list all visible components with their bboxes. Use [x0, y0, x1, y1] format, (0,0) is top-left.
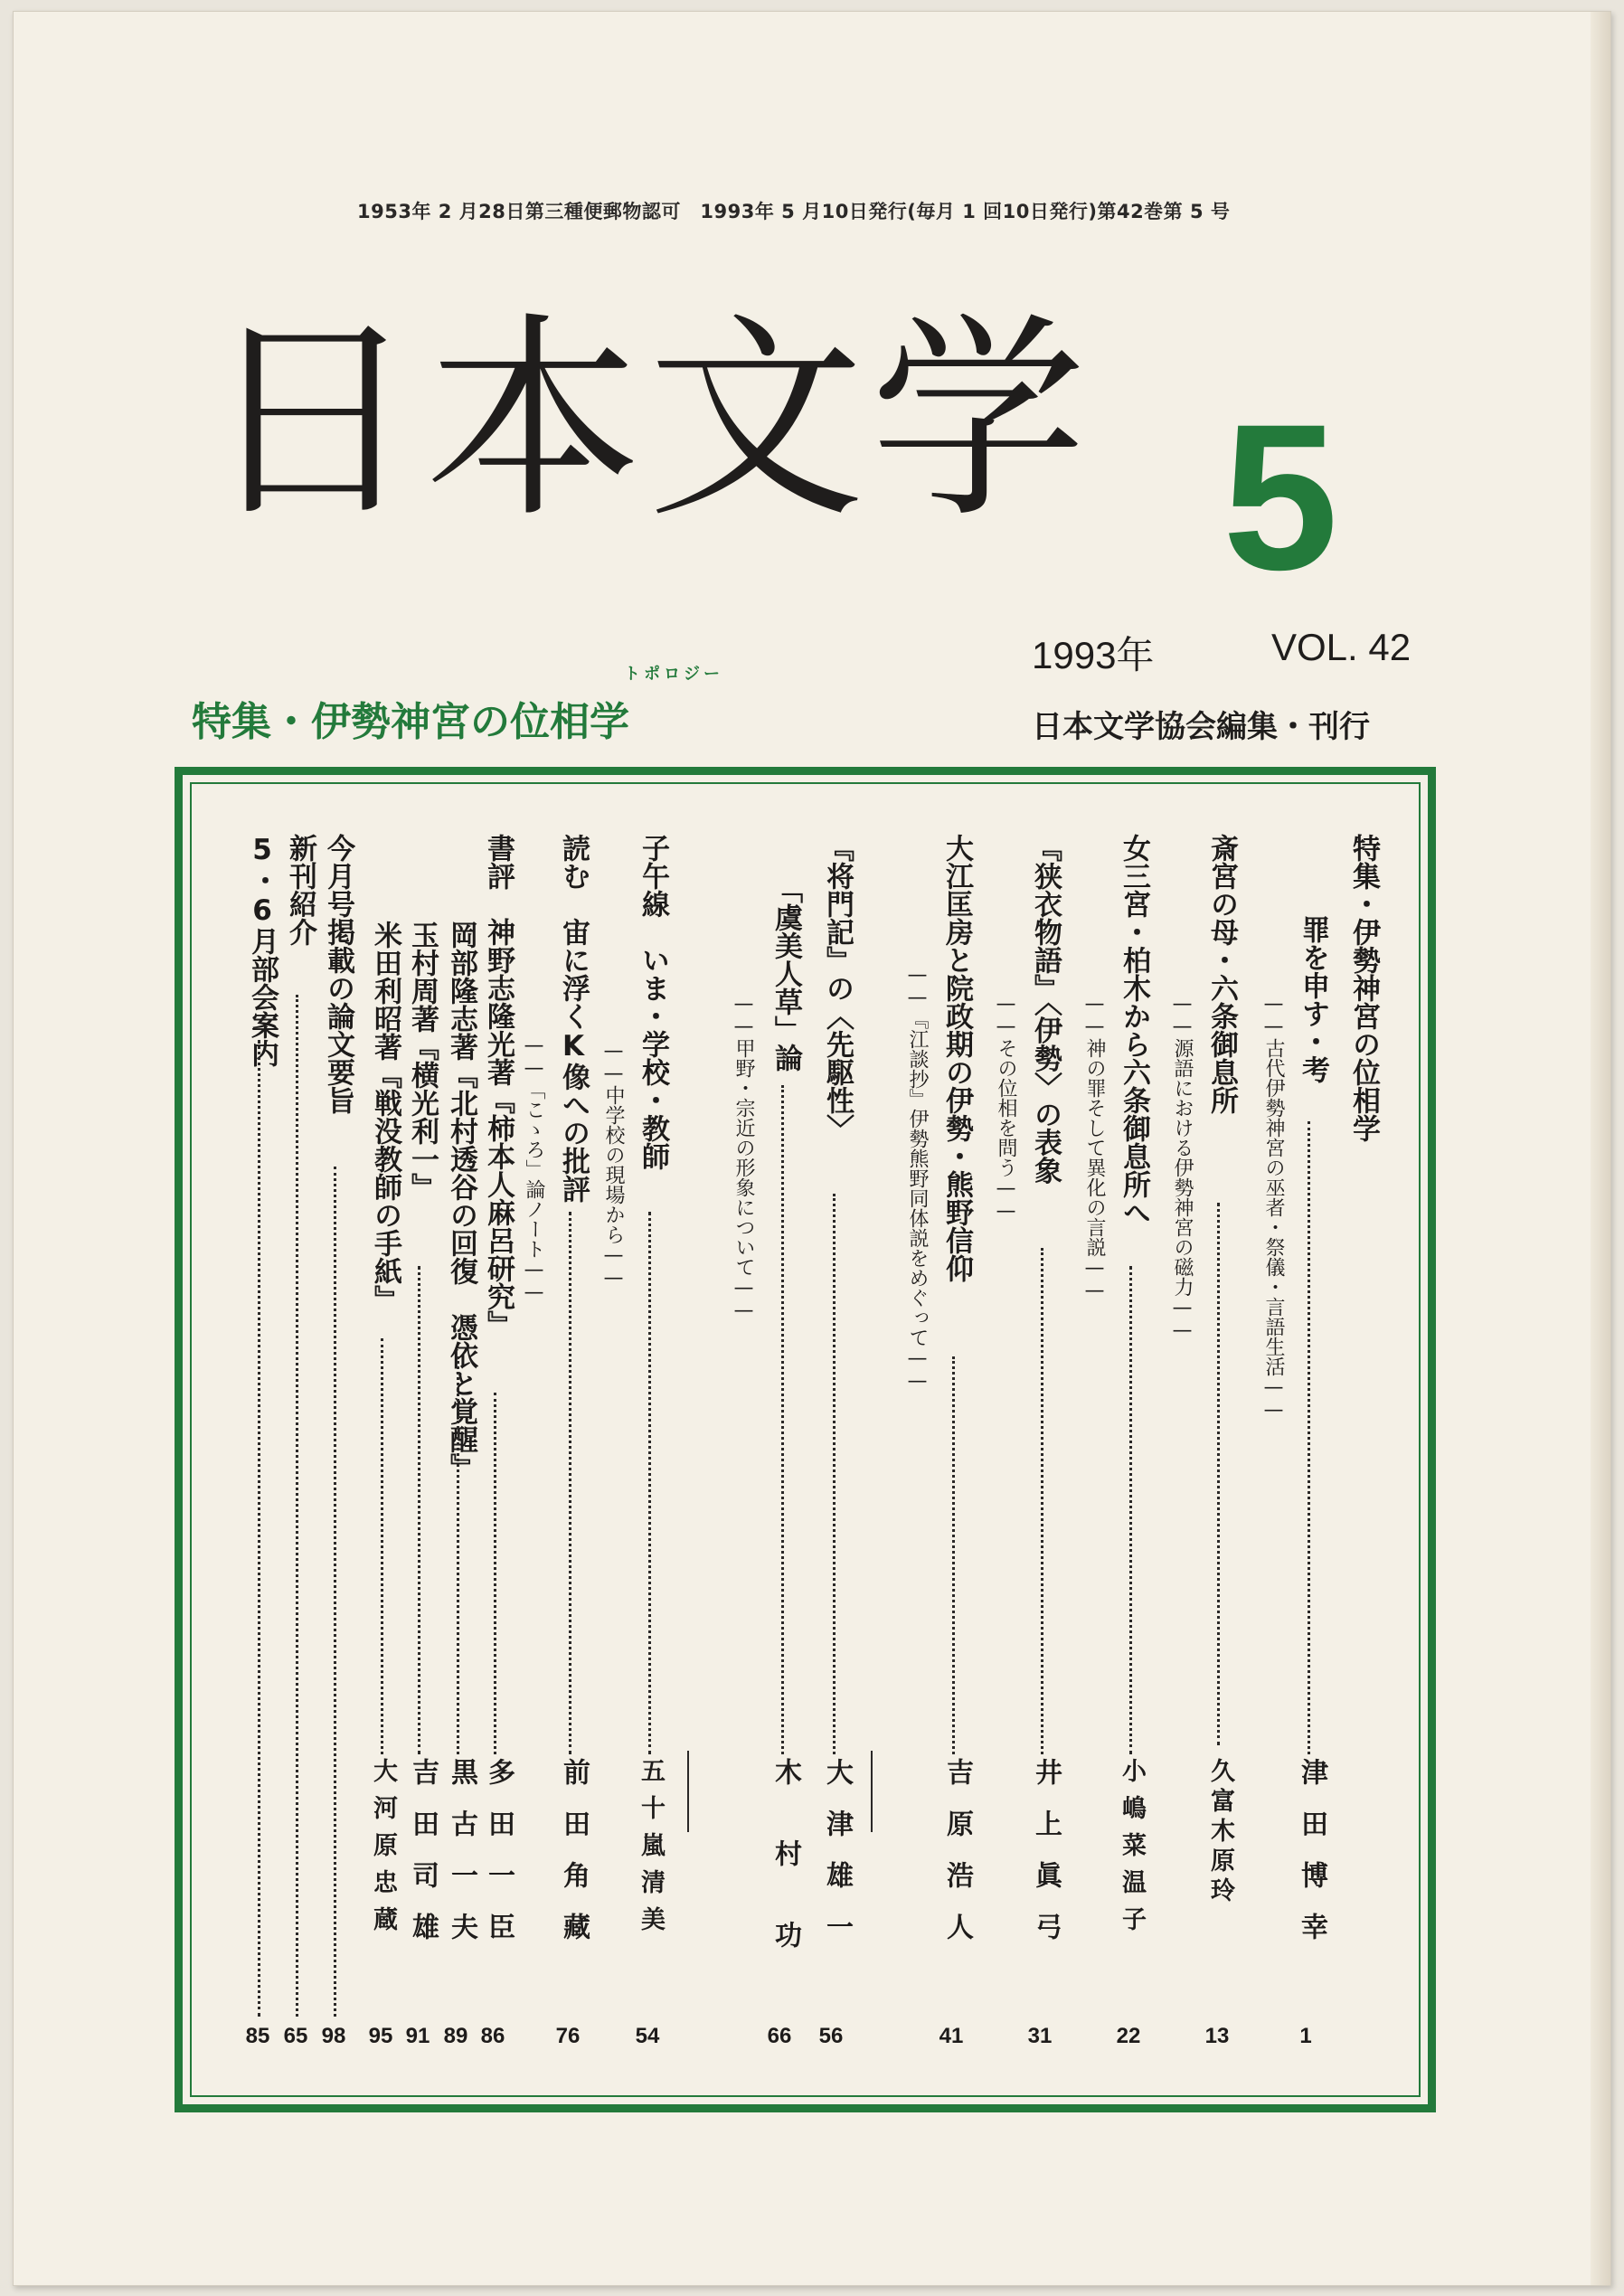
- toc-author: 小嶋菜温子: [1118, 1758, 1146, 1943]
- toc-page-number: 54: [635, 2024, 660, 2048]
- feature-title: 特集・伊勢神宮の位相学: [192, 699, 629, 745]
- toc-entry-title: 玉村周著『横光利一』: [406, 921, 439, 1201]
- publication-year: 1993年: [1032, 634, 1155, 676]
- toc-page-number: 13: [1204, 2024, 1230, 2048]
- toc-entry-title: 『狭衣物語』〈伊勢〉の表象: [1029, 834, 1062, 1185]
- dot-leader: [1308, 1121, 1310, 1754]
- toc-author: 津田博幸: [1296, 1758, 1327, 1964]
- toc-entry-subtitle: ——神の罪そして異化の言説——: [1083, 993, 1106, 1302]
- toc-entry-title: 岡部隆志著『北村透谷の回復 憑依と覚醒』: [445, 921, 477, 1481]
- toc-entry-title: 5・6月部会案内: [246, 834, 279, 1067]
- dot-leader: [1217, 1203, 1220, 1745]
- toc-author: 大河原忠蔵: [369, 1758, 397, 1943]
- dot-leader: [781, 1085, 784, 1754]
- dot-leader: [418, 1266, 420, 1754]
- toc-author: 多田一臣: [483, 1758, 515, 1964]
- toc-page-number: 76: [555, 2024, 581, 2048]
- dot-leader: [1129, 1266, 1132, 1754]
- dot-leader: [569, 1212, 571, 1754]
- toc-entry-title: 米田利昭著『戦没教師の手紙』: [369, 921, 401, 1313]
- toc-page-number: 41: [939, 2024, 964, 2048]
- toc-entry-title: 斎宮の母・六条御息所: [1205, 834, 1238, 1114]
- toc-entry-title: 新刊紹介: [284, 834, 316, 946]
- toc-page-number: 1: [1299, 2024, 1312, 2048]
- toc-author: 五十嵐清美: [637, 1758, 665, 1943]
- issue-number: 5: [1223, 381, 1338, 613]
- dot-leader: [296, 995, 298, 2017]
- toc-page-number: 98: [321, 2024, 346, 2048]
- publisher-line: 日本文学協会編集・刊行: [1032, 709, 1370, 745]
- dot-leader: [952, 1356, 955, 1754]
- page-edge: [1591, 12, 1610, 2285]
- feature-ruby: トポロジー: [624, 665, 723, 684]
- dot-leader: [1041, 1248, 1043, 1754]
- toc-entry-subtitle: ——源語における伊勢神宮の磁力——: [1171, 993, 1194, 1342]
- toc-entry-subtitle: ——『江談抄』伊勢熊野同体説をめぐって——: [906, 964, 929, 1393]
- toc-entry-title: 「虞美人草」論: [770, 875, 802, 1072]
- dot-leader: [334, 1167, 336, 2017]
- magazine-title: 日本文学: [203, 294, 1093, 547]
- toc-entry-title: 子午線 いま・学校・教師: [637, 834, 669, 1170]
- dot-leader: [381, 1338, 383, 1754]
- toc-author: 黒古一夫: [446, 1758, 477, 1964]
- toc-page-number: 86: [480, 2024, 505, 2048]
- toc-author: 前田角藏: [558, 1758, 590, 1964]
- toc-separator: [687, 1751, 689, 1832]
- dot-leader: [494, 1393, 496, 1754]
- toc-entry-title: 『将門記』の〈先駆性〉: [821, 834, 854, 1142]
- toc-page-number: 65: [283, 2024, 308, 2048]
- toc-feature-heading: 特集・伊勢神宮の位相学: [1347, 834, 1380, 1142]
- dot-leader: [457, 1356, 459, 1754]
- toc-entry-title: 読む 宙に浮くK像への批評: [557, 834, 590, 1203]
- toc-entry-title: 罪を申す・考: [1297, 915, 1329, 1083]
- toc-author: 久富木原玲: [1206, 1758, 1234, 1907]
- toc-entry-subtitle: ——甲野・宗近の形象について——: [732, 993, 755, 1322]
- dot-leader: [833, 1194, 836, 1754]
- toc-page-number: 56: [818, 2024, 844, 2048]
- toc-page-number: 91: [405, 2024, 430, 2048]
- toc-page-number: 89: [443, 2024, 468, 2048]
- toc-page-number: 31: [1027, 2024, 1053, 2048]
- toc-page-number: 22: [1116, 2024, 1141, 2048]
- postal-registration-line: 1953年 2 月28日第三種便郵物認可 1993年 5 月10日発行(毎月 1 回10日発行)第42巻第 5 号: [357, 201, 1231, 222]
- toc-entry-title: 今月号掲載の論文要旨: [322, 834, 354, 1114]
- dot-leader: [258, 1040, 260, 2017]
- toc-page-number: 66: [767, 2024, 792, 2048]
- dot-leader: [648, 1212, 651, 1754]
- toc-author: 大津雄一: [821, 1758, 853, 1964]
- toc-entry-title: 女三宮・柏木から六条御息所へ: [1118, 834, 1150, 1226]
- toc-page-number: 85: [245, 2024, 270, 2048]
- toc-author: 吉原浩人: [941, 1758, 973, 1964]
- toc-entry-subtitle: ——その位相を問う——: [995, 993, 1017, 1223]
- toc-author: 木村功: [770, 1758, 801, 2002]
- toc-author: 吉田司雄: [407, 1758, 439, 1964]
- volume-number: VOL. 42: [1271, 626, 1412, 668]
- toc-entry-subtitle: ——「こゝろ」論ノート——: [523, 1035, 545, 1304]
- toc-entry-title: 書評 神野志隆光著『柿本人麻呂研究』: [482, 834, 515, 1338]
- toc-entry-subtitle: ——古代伊勢神宮の巫者・祭儀・言語生活——: [1262, 993, 1285, 1422]
- toc-entry-title: 大江匡房と院政期の伊勢・熊野信仰: [940, 834, 973, 1282]
- toc-author: 井上眞弓: [1030, 1758, 1062, 1964]
- toc-entry-subtitle: ——中学校の現場から——: [602, 1040, 625, 1290]
- toc-page-number: 95: [368, 2024, 393, 2048]
- toc-separator: [871, 1751, 873, 1832]
